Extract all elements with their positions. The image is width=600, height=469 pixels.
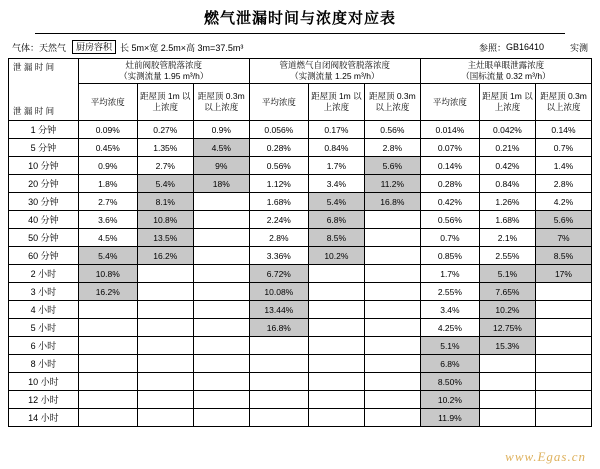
table-cell: 0.056% — [249, 121, 308, 139]
table-cell — [535, 319, 591, 337]
kitchen-volume-value: 长 5m×宽 2.5m×高 3m=37.5m³ — [120, 42, 244, 53]
table-cell — [479, 409, 535, 427]
table-cell — [137, 391, 193, 409]
table-cell — [535, 409, 591, 427]
table-cell: 1.35% — [137, 139, 193, 157]
header-corner-cell — [9, 59, 79, 121]
table-cell: 15.3% — [479, 337, 535, 355]
table-cell: 2.24% — [249, 211, 308, 229]
row-time-label: 10 小时 — [9, 373, 79, 391]
page-title: 燃气泄漏时间与浓度对应表 — [203, 11, 396, 27]
table-cell — [249, 391, 308, 409]
row-time-label: 6 小时 — [9, 337, 79, 355]
table-cell: 0.42% — [479, 157, 535, 175]
row-time-label: 5 分钟 — [9, 139, 79, 157]
table-cell — [308, 283, 364, 301]
group-1-name: 管道燃气自闭阀胶管脱落浓度 — [279, 60, 391, 70]
kitchen-volume-label: 厨房容积 — [72, 40, 116, 54]
table-cell: 6.8% — [308, 211, 364, 229]
table-cell — [308, 319, 364, 337]
table-row — [9, 229, 592, 247]
table-row — [9, 337, 592, 355]
table-cell: 11.9% — [420, 409, 479, 427]
column-header-8: 距屋顶 0.3m 以上浓度 — [535, 84, 591, 121]
table-cell — [249, 373, 308, 391]
table-group-header-row — [9, 59, 592, 84]
meta-row — [0, 34, 600, 58]
table-cell — [78, 355, 137, 373]
table-cell: 1.12% — [249, 175, 308, 193]
table-cell: 16.8% — [364, 193, 420, 211]
row-time-label: 30 分钟 — [9, 193, 79, 211]
table-cell — [137, 373, 193, 391]
table-row — [9, 139, 592, 157]
column-header-6: 平均浓度 — [420, 84, 479, 121]
column-header-7: 距屋顶 1m 以上浓度 — [479, 84, 535, 121]
table-cell — [364, 247, 420, 265]
table-cell — [78, 409, 137, 427]
table-cell: 11.2% — [364, 175, 420, 193]
table-cell: 1.68% — [249, 193, 308, 211]
table-cell: 0.14% — [535, 121, 591, 139]
table-cell: 1.68% — [479, 211, 535, 229]
table-cell — [364, 391, 420, 409]
table-cell: 9% — [193, 157, 249, 175]
table-cell: 7.65% — [479, 283, 535, 301]
table-cell — [193, 229, 249, 247]
table-cell — [364, 229, 420, 247]
table-cell — [193, 373, 249, 391]
group-0-sub: （实测流量 1.95 m³/h） — [119, 71, 209, 81]
table-cell — [78, 373, 137, 391]
table-cell: 0.7% — [535, 139, 591, 157]
table-cell: 2.8% — [364, 139, 420, 157]
table-cell: 0.45% — [78, 139, 137, 157]
table-cell — [308, 355, 364, 373]
table-cell: 10.2% — [308, 247, 364, 265]
table-cell — [308, 265, 364, 283]
table-row — [9, 301, 592, 319]
table-cell — [78, 301, 137, 319]
table-cell: 1.7% — [308, 157, 364, 175]
table-column-header-row — [9, 84, 592, 121]
table-row — [9, 409, 592, 427]
table-cell: 3.6% — [78, 211, 137, 229]
measured-label: 实测 — [569, 42, 588, 53]
table-cell: 0.07% — [420, 139, 479, 157]
row-time-label: 5 小时 — [9, 319, 79, 337]
table-cell: 0.28% — [249, 139, 308, 157]
table-cell — [137, 337, 193, 355]
table-cell — [535, 373, 591, 391]
table-cell — [308, 301, 364, 319]
row-time-label: 60 分钟 — [9, 247, 79, 265]
group-header-1 — [249, 59, 420, 84]
table-cell: 6.72% — [249, 265, 308, 283]
table-cell — [193, 337, 249, 355]
table-cell: 5.1% — [479, 265, 535, 283]
table-cell: 18% — [193, 175, 249, 193]
table-row — [9, 211, 592, 229]
row-time-label: 10 分钟 — [9, 157, 79, 175]
table-cell: 2.7% — [78, 193, 137, 211]
table-cell — [193, 319, 249, 337]
watermark: www.Egas.cn — [505, 449, 586, 464]
table-cell — [364, 409, 420, 427]
table-cell: 0.56% — [364, 121, 420, 139]
table-cell: 0.56% — [420, 211, 479, 229]
table-cell — [193, 211, 249, 229]
table-cell: 0.84% — [308, 139, 364, 157]
table-cell: 3.4% — [420, 301, 479, 319]
table-row — [9, 121, 592, 139]
table-cell — [193, 409, 249, 427]
table-cell: 0.56% — [249, 157, 308, 175]
table-cell — [78, 337, 137, 355]
table-cell — [193, 247, 249, 265]
table-cell — [364, 373, 420, 391]
table-cell: 1.4% — [535, 157, 591, 175]
table-row — [9, 373, 592, 391]
table-cell: 13.5% — [137, 229, 193, 247]
table-cell — [137, 355, 193, 373]
table-cell: 5.6% — [535, 211, 591, 229]
table-cell — [364, 355, 420, 373]
table-cell: 0.042% — [479, 121, 535, 139]
table-cell — [78, 319, 137, 337]
group-0-name: 灶前阀胶管脱落浓度 — [125, 60, 202, 70]
table-cell: 2.55% — [479, 247, 535, 265]
table-cell: 4.5% — [78, 229, 137, 247]
table-cell — [137, 409, 193, 427]
table-cell — [364, 283, 420, 301]
group-2-sub: （国标流量 0.32 m³/h） — [461, 71, 551, 81]
row-time-label: 50 分钟 — [9, 229, 79, 247]
table-cell: 10.2% — [479, 301, 535, 319]
table-cell: 8.5% — [308, 229, 364, 247]
table-cell — [364, 265, 420, 283]
table-row — [9, 247, 592, 265]
table-cell: 0.9% — [78, 157, 137, 175]
table-cell: 5.6% — [364, 157, 420, 175]
table-cell: 10.08% — [249, 283, 308, 301]
table-cell: 5.4% — [137, 175, 193, 193]
table-cell: 4.2% — [535, 193, 591, 211]
table-cell — [535, 301, 591, 319]
table-cell: 2.8% — [249, 229, 308, 247]
row-time-label: 20 分钟 — [9, 175, 79, 193]
table-row — [9, 283, 592, 301]
table-cell: 2.7% — [137, 157, 193, 175]
table-cell: 13.44% — [249, 301, 308, 319]
column-header-5: 距屋顶 0.3m 以上浓度 — [364, 84, 420, 121]
table-cell: 0.014% — [420, 121, 479, 139]
table-cell — [535, 355, 591, 373]
table-row — [9, 355, 592, 373]
table-cell — [308, 337, 364, 355]
table-cell: 0.14% — [420, 157, 479, 175]
table-cell: 0.17% — [308, 121, 364, 139]
table-cell: 4.5% — [193, 139, 249, 157]
table-cell: 0.84% — [479, 175, 535, 193]
table-cell: 10.8% — [78, 265, 137, 283]
table-cell: 0.27% — [137, 121, 193, 139]
table-cell: 4.25% — [420, 319, 479, 337]
table-cell: 16.8% — [249, 319, 308, 337]
table-cell — [193, 193, 249, 211]
row-time-label: 12 小时 — [9, 391, 79, 409]
table-cell — [137, 319, 193, 337]
table-cell: 0.7% — [420, 229, 479, 247]
table-cell: 0.21% — [479, 139, 535, 157]
table-cell: 0.28% — [420, 175, 479, 193]
table-cell — [535, 337, 591, 355]
table-cell — [479, 391, 535, 409]
group-header-0 — [78, 59, 249, 84]
table-cell: 2.1% — [479, 229, 535, 247]
table-cell — [535, 283, 591, 301]
table-cell: 10.8% — [137, 211, 193, 229]
table-cell: 8.50% — [420, 373, 479, 391]
table-cell: 5.4% — [308, 193, 364, 211]
table-cell: 0.42% — [420, 193, 479, 211]
row-time-label: 14 小时 — [9, 409, 79, 427]
table-cell — [137, 301, 193, 319]
table-cell — [364, 319, 420, 337]
table-cell: 6.8% — [420, 355, 479, 373]
column-header-4: 距屋顶 1m 以上浓度 — [308, 84, 364, 121]
table-cell — [308, 391, 364, 409]
table-cell: 2.8% — [535, 175, 591, 193]
table-body — [9, 121, 592, 427]
row-time-label: 1 分钟 — [9, 121, 79, 139]
table-cell — [535, 391, 591, 409]
table-cell — [249, 409, 308, 427]
table-cell — [137, 265, 193, 283]
corner-top-label: 泄 漏 时 间 — [13, 62, 55, 72]
table-cell: 16.2% — [78, 283, 137, 301]
table-row — [9, 265, 592, 283]
table-cell — [308, 409, 364, 427]
table-cell — [364, 301, 420, 319]
table-cell: 7% — [535, 229, 591, 247]
table-cell — [193, 355, 249, 373]
column-header-0: 平均浓度 — [78, 84, 137, 121]
table-cell: 1.7% — [420, 265, 479, 283]
table-cell: 5.1% — [420, 337, 479, 355]
column-header-2: 距屋顶 0.3m 以上浓度 — [193, 84, 249, 121]
table-cell: 17% — [535, 265, 591, 283]
row-time-label: 40 分钟 — [9, 211, 79, 229]
table-cell: 16.2% — [137, 247, 193, 265]
reference-value: GB16410 — [505, 42, 544, 52]
gas-type-label: 气体：天然气 — [12, 42, 67, 53]
table-cell — [137, 283, 193, 301]
corner-bottom-label: 泄 漏 时 间 — [13, 106, 55, 116]
table-cell: 2.55% — [420, 283, 479, 301]
row-time-label: 2 小时 — [9, 265, 79, 283]
leak-concentration-table — [8, 58, 592, 427]
table-cell: 1.8% — [78, 175, 137, 193]
table-cell: 1.26% — [479, 193, 535, 211]
table-row — [9, 175, 592, 193]
table-cell: 0.9% — [193, 121, 249, 139]
table-cell: 3.36% — [249, 247, 308, 265]
table-cell — [364, 337, 420, 355]
row-time-label: 8 小时 — [9, 355, 79, 373]
table-cell: 8.1% — [137, 193, 193, 211]
table-cell: 10.2% — [420, 391, 479, 409]
group-header-2 — [420, 59, 591, 84]
column-header-1: 距屋顶 1m 以上浓度 — [137, 84, 193, 121]
table-cell — [193, 391, 249, 409]
table-row — [9, 157, 592, 175]
group-1-sub: （实测流量 1.25 m³/h） — [290, 71, 380, 81]
reference-label: 参照： — [478, 42, 506, 53]
table-cell — [308, 373, 364, 391]
column-header-3: 平均浓度 — [249, 84, 308, 121]
table-cell: 12.75% — [479, 319, 535, 337]
table-cell: 8.5% — [535, 247, 591, 265]
table-cell: 5.4% — [78, 247, 137, 265]
table-cell — [249, 355, 308, 373]
table-row — [9, 391, 592, 409]
table-cell: 3.4% — [308, 175, 364, 193]
row-time-label: 3 小时 — [9, 283, 79, 301]
table-row — [9, 319, 592, 337]
row-time-label: 4 小时 — [9, 301, 79, 319]
group-2-name: 主灶眼单眼泄露浓度 — [467, 60, 545, 70]
table-cell: 0.09% — [78, 121, 137, 139]
table-cell: 0.85% — [420, 247, 479, 265]
table-row — [9, 193, 592, 211]
table-cell — [193, 265, 249, 283]
table-cell — [479, 373, 535, 391]
table-cell — [78, 391, 137, 409]
table-cell — [193, 283, 249, 301]
table-cell — [193, 301, 249, 319]
table-cell — [364, 211, 420, 229]
table-cell — [479, 355, 535, 373]
table-cell — [249, 337, 308, 355]
